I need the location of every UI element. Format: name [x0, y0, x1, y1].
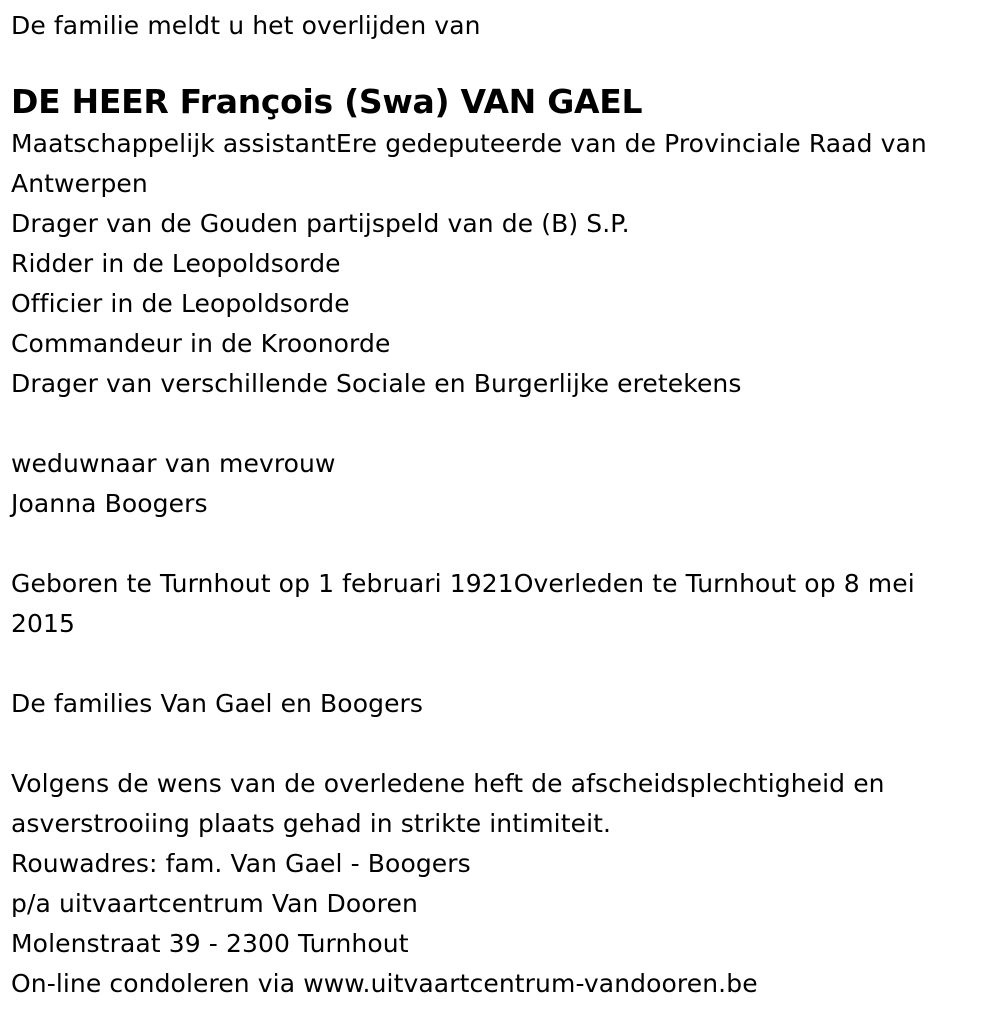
spouse-section: [11, 444, 986, 524]
birth-death-dates: Geboren te Turnhout op 1 februari 1921Overleden te Turnhout op 8 mei 2015: [11, 569, 915, 638]
honor-item: Drager van de Gouden partijspeld van de (B) S.P.: [11, 209, 630, 238]
address-line: Molenstraat 39 - 2300 Turnhout: [11, 929, 409, 958]
honor-item: Commandeur in de Kroonorde: [11, 329, 391, 358]
honor-item: Ridder in de Leopoldsorde: [11, 249, 341, 278]
spacer: [11, 724, 986, 764]
ceremony-text: Volgens de wens van de overledene heft de afscheidsplechtigheid en asverstrooiing plaats gehad in strikte intimiteit.: [11, 769, 885, 838]
condolence-prefix: On-line condoleren via: [11, 969, 304, 998]
honor-item: Drager van verschillende Sociale en Burgerlijke eretekens: [11, 369, 742, 398]
mourning-address: [11, 844, 986, 964]
spouse-name: Joanna Boogers: [11, 489, 208, 518]
deceased-name-heading: DE HEER François (Swa) VAN GAEL: [11, 82, 643, 121]
intro-text: De familie meldt u het overlijden van: [11, 11, 481, 40]
families-text: De families Van Gael en Boogers: [11, 689, 424, 718]
spouse-label: weduwnaar van mevrouw: [11, 449, 336, 478]
spacer: [11, 524, 986, 564]
spacer: [11, 644, 986, 684]
honor-item: Maatschappelijk assistantEre gedeputeerde van de Provinciale Raad van Antwerpen: [11, 129, 927, 198]
spacer: [11, 404, 986, 444]
address-line: p/a uitvaartcentrum Van Dooren: [11, 889, 418, 918]
titles-and-honors-list: [11, 124, 986, 404]
honor-item: Officier in de Leopoldsorde: [11, 289, 350, 318]
condolence-website-link[interactable]: www.uitvaartcentrum-vandooren.be: [303, 969, 758, 998]
condolence-line: [11, 964, 986, 1004]
address-line: Rouwadres: fam. Van Gael - Boogers: [11, 849, 471, 878]
